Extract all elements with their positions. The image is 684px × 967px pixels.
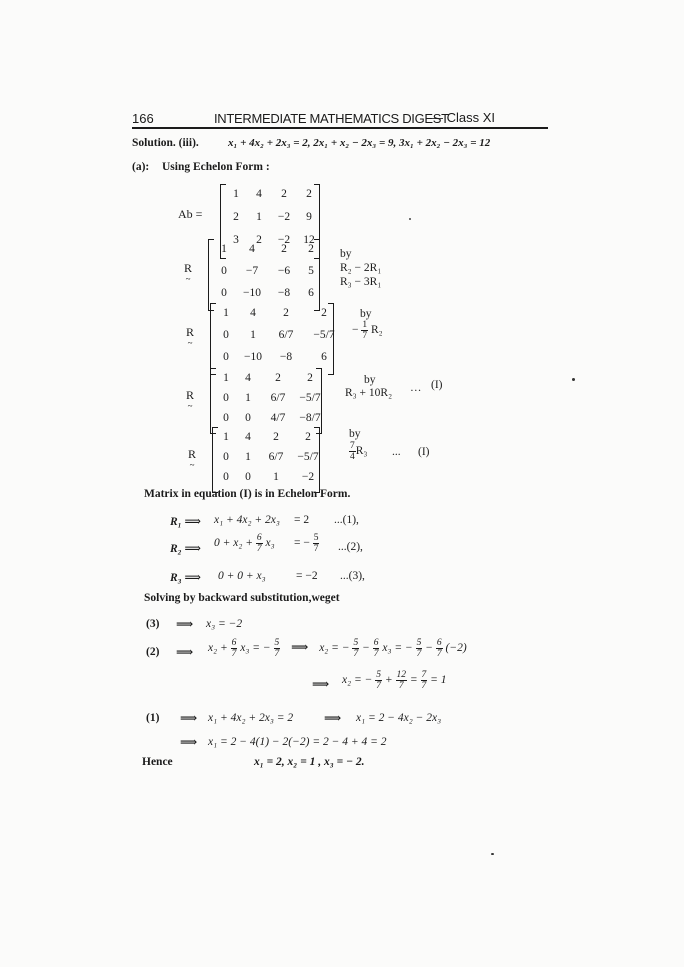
matrix-cell: 12 [303, 234, 315, 246]
page-number: 166 [132, 111, 154, 126]
matrix-cell: 6/7 [268, 451, 284, 463]
solution-label: Solution. (iii). [132, 137, 199, 149]
row-eq-2-rd: 7 [313, 544, 319, 554]
step3-tag: (3) [146, 618, 160, 630]
matrix-cell: 1 [250, 329, 256, 341]
step2-d7f: 7 [436, 649, 442, 659]
step2-expr [208, 638, 467, 659]
step2-n5b: 5 [353, 638, 359, 648]
step2-frac5 [416, 638, 423, 659]
step1-b: x₁ = 2 − 4x₂ − 2x₃ [356, 712, 442, 724]
step2b-frac3 [421, 670, 428, 691]
matrix-cell: −5/7 [313, 329, 335, 341]
part-a-label: (a): [132, 161, 150, 173]
running-title: INTERMEDIATE MATHEMATICS DIGEST [214, 111, 449, 126]
matrix-cell: 0 [223, 471, 229, 483]
matrix-cell: 0 [223, 351, 229, 363]
step2-frac1 [231, 638, 238, 659]
scan-speck [572, 378, 575, 381]
header-rule [132, 127, 548, 129]
matrix-cell: 1 [223, 372, 229, 384]
row-eq-2-fn: 6 [256, 533, 262, 543]
step2-e: x₃ = − [382, 642, 413, 655]
row-eq-2-frac [256, 533, 263, 554]
matrix-cell: 0 [223, 451, 229, 463]
matrix-4 [210, 368, 322, 434]
step2-n6: 6 [231, 638, 237, 648]
step2-c: x₂ = − [319, 642, 350, 655]
op-tag-5: (I) [418, 446, 430, 458]
op-dots-5: ... [392, 446, 401, 458]
step2-n5: 5 [274, 638, 280, 648]
op-line-2a: R₂ − 2R₁ [340, 262, 382, 274]
row-equivalence-symbol: R ~ [186, 325, 195, 348]
row-eq-2-tag: ...(2), [338, 541, 363, 553]
step2-frac2 [274, 638, 281, 659]
matrix-cell: 0 [245, 412, 251, 424]
step2-f: − [425, 642, 433, 655]
matrix-cell: 2 [306, 188, 312, 200]
step2b-a: x₂ = − [342, 674, 373, 687]
op-tag-4: (I) [431, 379, 443, 391]
matrix-cell: −8/7 [299, 412, 321, 424]
step2b-plus: + [384, 674, 393, 687]
matrix-cell: −5/7 [299, 392, 321, 404]
step1-a: x₁ + 4x₂ + 2x₃ = 2 [208, 712, 294, 724]
matrix-cell: −2 [301, 471, 315, 483]
row-equivalence-symbol: R ~ [188, 447, 197, 470]
step2b-arrow: ⟹ [312, 677, 330, 691]
step1-tag: (1) [146, 712, 160, 724]
class-label: — Class XI [430, 110, 496, 125]
matrix-cell: 0 [223, 329, 229, 341]
step2-arrow: ⟹ [176, 645, 194, 659]
row-eq-3-tag: ...(3), [340, 570, 365, 582]
row-eq-2-rn: 5 [313, 533, 319, 543]
op-by-2: by [340, 248, 352, 260]
matrix-cell: 2 [283, 307, 289, 319]
step2-d7: 7 [231, 649, 237, 659]
scan-speck [409, 218, 411, 220]
matrix-cell: 1 [223, 307, 229, 319]
row-eq-2-lhs: R₂ ⟹ [170, 543, 202, 555]
step2b-n12: 12 [396, 670, 407, 680]
step2b-n7: 7 [421, 670, 427, 680]
row-eq-3-rhs: = −2 [296, 570, 318, 582]
matrix-cell: 2 [308, 243, 314, 255]
step2b-eq: = [409, 674, 418, 687]
row-eq-2-fd: 7 [256, 544, 262, 554]
op-3-den: 7 [362, 331, 368, 341]
row-eq-1-lhs: R₁ ⟹ [170, 516, 202, 528]
matrix-cell: 0 [221, 287, 227, 299]
op-line-4: R₃ + 10R₂ [345, 387, 393, 399]
step2-g: (−2) [445, 642, 467, 655]
matrix-2 [208, 239, 320, 311]
row-eq-2-b: x₃ [265, 537, 275, 550]
row-eq-3-expr: 0 + 0 + x₃ [218, 570, 266, 582]
step2-a: x₂ + [208, 642, 228, 655]
matrix-cell: −6 [277, 265, 291, 277]
row-eq-1-rhs: = 2 [294, 514, 310, 526]
op-dots-4: ··· [410, 385, 422, 397]
op-by-4: by [364, 374, 376, 386]
matrix-cell: 1 [245, 451, 251, 463]
matrix-cell: 2 [305, 431, 311, 443]
matrix-cell: 9 [306, 211, 312, 223]
matrix-cell: 4 [250, 307, 256, 319]
row-eq-1-tag: ...(1), [334, 514, 359, 526]
op-3-minus: − [352, 324, 359, 337]
problem-equations: x₁ + 4x₂ + 2x₃ = 2, 2x₁ + x₂ − 2x₃ = 9, 3x₁ + 2x₂ − 2x₃ = 12 [228, 137, 491, 149]
op-5-den: 4 [350, 452, 355, 462]
row-eq-2-expr [214, 533, 275, 554]
step3-text: x₃ = −2 [206, 618, 243, 630]
row-eq-2-a: 0 + x₂ + [214, 537, 253, 550]
step2-b: x₃ = − [240, 642, 271, 655]
augmented-label: Ab = [178, 207, 203, 221]
row-eq-2-rhs-a: = − [294, 537, 310, 550]
matrix-cell: −5/7 [297, 451, 319, 463]
step2b-d7c: 7 [421, 681, 427, 691]
matrix-cell: 4 [249, 243, 255, 255]
op-by-3: by [360, 308, 372, 320]
matrix-cell: 0 [221, 265, 227, 277]
step2-frac4 [373, 638, 380, 659]
step2b-expr [342, 670, 447, 691]
matrix-cell: 4 [245, 431, 251, 443]
row-eq-2-rhs [294, 533, 319, 554]
row-equivalence-symbol: R ~ [186, 388, 195, 411]
hence-result: x₁ = 2, x₂ = 1 , x₃ = − 2. [254, 756, 365, 768]
matrix-cell: 2 [307, 372, 313, 384]
matrix-cell: 1 [221, 243, 227, 255]
matrix-cell: 4 [245, 372, 251, 384]
op-line-2b: R₃ − 3R₁ [340, 276, 382, 288]
step2-d7b: 7 [274, 649, 280, 659]
matrix-cell: 6 [308, 287, 314, 299]
matrix-cell: 2 [273, 431, 279, 443]
step1b-arrow: ⟹ [180, 735, 198, 749]
step1-arrow2: ⟹ [324, 711, 342, 725]
matrix-cell: 1 [256, 211, 262, 223]
hence-label: Hence [142, 756, 173, 768]
step2-frac6 [436, 638, 443, 659]
step2-n6b: 6 [373, 638, 379, 648]
matrix-5 [212, 427, 320, 493]
matrix-cell: −10 [243, 287, 261, 299]
step2-n5c: 5 [416, 638, 422, 648]
matrix-cell: 2 [281, 243, 287, 255]
op-by-5: by [349, 428, 361, 440]
op-3-row: R₂ [371, 324, 383, 337]
step2b-d7: 7 [376, 681, 381, 691]
matrix-cell: −2 [277, 211, 291, 223]
op-3-fraction [361, 320, 368, 341]
step2-tag: (2) [146, 646, 160, 658]
step2-d7d: 7 [373, 649, 379, 659]
matrix-cell: −8 [277, 287, 291, 299]
matrix-cell: 3 [233, 234, 239, 246]
matrix-cell: 0 [245, 471, 251, 483]
step3-arrow: ⟹ [176, 617, 194, 631]
step2-d7c: 7 [353, 649, 359, 659]
matrix-cell: 1 [273, 471, 279, 483]
step2-arrow2: ⟹ [291, 640, 309, 655]
step2b-frac2 [396, 670, 408, 691]
op-5 [349, 441, 367, 462]
step2b-d7b: 7 [398, 681, 404, 691]
op-5-num: 7 [350, 441, 355, 451]
row-eq-2-rhs-frac [313, 533, 320, 554]
step1b-text: x₁ = 2 − 4(1) − 2(−2) = 2 − 4 + 4 = 2 [208, 736, 387, 748]
matrix-cell: 5 [308, 265, 314, 277]
op-3-num: 1 [362, 320, 368, 330]
step2-d7e: 7 [416, 649, 422, 659]
matrix-cell: 0 [223, 412, 229, 424]
matrix-cell: 1 [245, 392, 251, 404]
row-equivalence-symbol: R ~ [184, 261, 193, 284]
matrix-cell: 6/7 [278, 329, 294, 341]
matrix-cell: 2 [275, 372, 281, 384]
matrix-cell: 6 [321, 351, 327, 363]
matrix-cell: −8 [279, 351, 293, 363]
matrix-3 [210, 303, 334, 375]
op-5-row: R₃ [355, 445, 368, 458]
step2b-n5: 5 [376, 670, 381, 680]
matrix-cell: 2 [256, 234, 262, 246]
matrix-cell: 2 [233, 211, 239, 223]
step2-d: − [362, 642, 370, 655]
matrix-cell: 4/7 [270, 412, 286, 424]
op-3 [352, 320, 383, 341]
matrix-cell: −10 [244, 351, 262, 363]
part-a-heading: Using Echelon Form : [162, 161, 270, 173]
matrix-cell: 6/7 [270, 392, 286, 404]
matrix-cell: −7 [245, 265, 259, 277]
matrix-cell: −2 [277, 234, 291, 246]
echelon-note: Matrix in equation (I) is in Echelon Form. [144, 488, 351, 500]
step2-frac3 [352, 638, 359, 659]
matrix-cell: 2 [321, 307, 327, 319]
back-sub-heading: Solving by backward substitution,weget [144, 592, 340, 604]
matrix-cell: 4 [256, 188, 262, 200]
scan-speck [491, 853, 494, 855]
step2b-frac1 [375, 670, 382, 691]
matrix-cell: 0 [223, 392, 229, 404]
matrix-cell: 1 [233, 188, 239, 200]
step2-n6c: 6 [436, 638, 442, 648]
row-eq-3-lhs: R₃ ⟹ [170, 572, 202, 584]
step1-arrow: ⟹ [180, 711, 198, 725]
matrix-cell: 2 [281, 188, 287, 200]
op-5-fraction [349, 441, 356, 462]
matrix-cell: 1 [223, 431, 229, 443]
step2b-eq1: = 1 [430, 674, 447, 687]
row-eq-1-expr: x₁ + 4x₂ + 2x₃ [214, 514, 280, 526]
